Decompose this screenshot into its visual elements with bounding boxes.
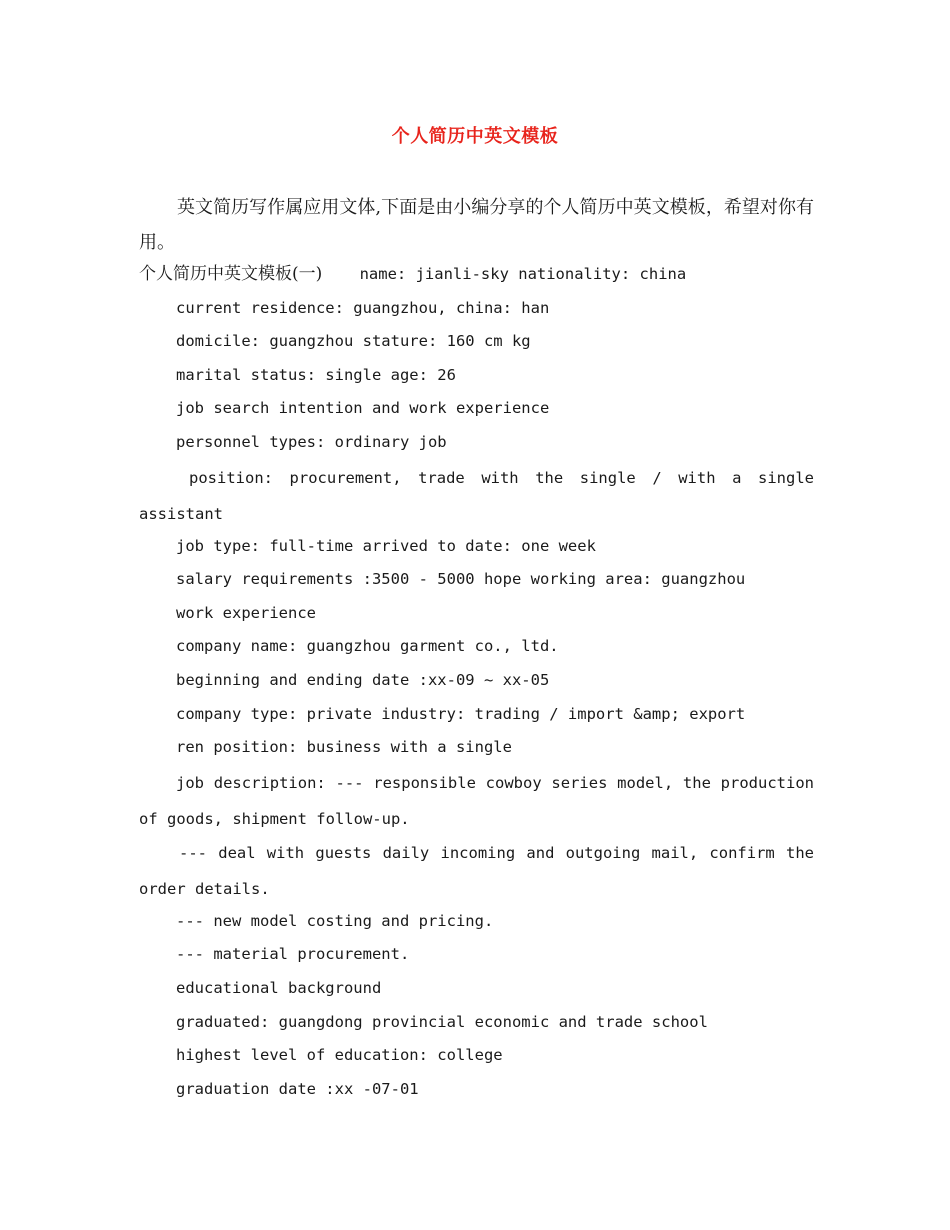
text-line: salary requirements :3500 - 5000 hope working area: guangzhou [176, 570, 746, 589]
text-line: educational background [176, 978, 382, 997]
text-line: beginning and ending date :xx-09 ~ xx-05 [176, 670, 550, 689]
text-line: --- material procurement. [176, 945, 410, 964]
text-line: domicile: guangzhou stature: 160 cm kg [176, 332, 531, 351]
section-heading-en: name: jianli-sky nationality: china [322, 265, 687, 283]
section-heading [139, 258, 814, 292]
text-line: work experience [176, 603, 316, 622]
position-paragraph: position: procurement, trade with the single / with a single assistant [139, 468, 814, 523]
text-line: marital status: single age: 26 [176, 365, 456, 384]
text-line: graduation date :xx -07-01 [176, 1079, 419, 1098]
intro-paragraph: 英文简历写作属应用文体,下面是由小编分享的个人简历中英文模板，希望对你有用。 [139, 197, 814, 253]
text-line: current residence: guangzhou, china: han [176, 298, 550, 317]
text-line: graduated: guangdong provincial economic and trade school [176, 1012, 708, 1031]
guests-paragraph: --- deal with guests daily incoming and outgoing mail, confirm the order details. [139, 843, 814, 898]
text-line: highest level of education: college [176, 1046, 503, 1065]
text-line: company name: guangzhou garment co., ltd. [176, 637, 559, 656]
job-description-paragraph: job description: --- responsible cowboy series model, the production of goods, shipment follow-up. [139, 773, 814, 828]
text-line: --- new model costing and pricing. [176, 911, 494, 930]
text-line: personnel types: ordinary job [176, 432, 447, 451]
text-line: company type: private industry: trading / import &amp; export [176, 704, 746, 723]
section-heading-zh: 个人简历中英文模板(一) [139, 264, 323, 284]
text-line: job search intention and work experience [176, 399, 550, 418]
text-line: job type: full-time arrived to date: one week [176, 536, 596, 555]
document-title: 个人简历中英文模板 [391, 126, 559, 147]
resume-body [139, 258, 814, 1106]
text-line: ren position: business with a single [176, 738, 512, 757]
